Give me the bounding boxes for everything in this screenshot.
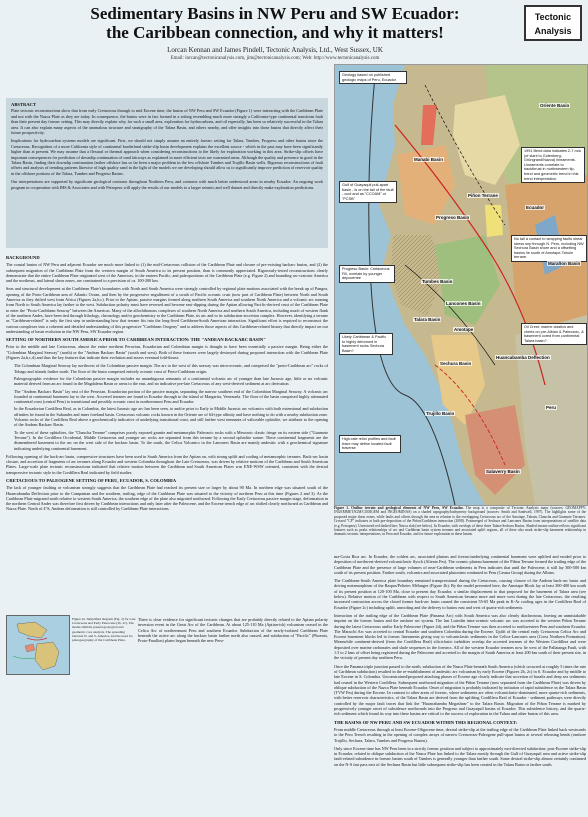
right-column (334, 554, 586, 814)
title-line-1: Sedimentary Basins in NW Peru and SW Ecuador: (90, 4, 460, 23)
figure-2-inset-map (6, 615, 70, 675)
map-label-oriente: Oriente Basin (540, 103, 570, 108)
inset-map-graphic (7, 616, 69, 674)
background-heading: BACKGROUND (6, 255, 40, 260)
map-callout-5: Oil Crest: marine clastics and cherts on pre-Albian & Paleozoic, & basement cored from continental Talara basin? (521, 323, 587, 345)
map-label-salaverry: Salaverry Basin (486, 469, 520, 474)
caption-body: The map is a composite of Tectonic Analysis maps (sources: GEOMAPPY: INGEMMET/IGM/CODIGEM and INGEOMINAS) on a shaded topography/bathymetry background (sources: Smith and Sandwell, 1997). The highlights some of the proposed major shear zones, while faults and offsets through the area in relation to the overlapping Cretaceous arc of the Amotape, Tahuin, Chaucha and Guamote Terranes. Crossed "CP" indicates at both pre-deposition of the Piñon/Caribbean interaction (2008). Postmerged of Sechura and Lancones Basins from interpretations of satellite data (e.g. Petroperu). Unrestored red dashed line; Nazca slab (see below). In Ecuador, with overlaps of these three Talara-Sechura Basins. Shaded terrane outline reflects significant features such as peaks relationships of arc and Caribbean basin system terranes and associated uplift regions, all of these also mark strike-slip basement relationship in dramatic tectonic interpretations, in Peru and Ecuador, and for future exploration in these basins. (334, 506, 586, 537)
setting-bullet: • Paleogeographic evidence for the Colombian passive margin includes no unambiguous remnants of a continental volcanic arc of younger than late Jurassic age, little or no volcanic material derived from an arc found in the Magdalena Basin or areas to the east, and no indicative pre-late Cretaceous of any west-derived sediment at arc derivation. (14, 376, 328, 387)
setting-paragraph-2: Following opening of the back-arc basin, compressive structures have been used in South America from the Aptian on, with strong uplift and cooling of metamorphic terranes. Back-arc basin closure, and accretion of fragments of arc terranes along Ecuador and western Colombia throughout the Late Cretaceous, was driven by relative motions of the Caribbean and South American Plates. Large-scale plate tectonic reconstructions indicated that relative motion between the Caribbean and South American Plates was ENE-WSW oriented, consistent with the dextral transpressive tectonic style in the Cordillera Real indicated by field studies. (6, 453, 328, 475)
tectonic-analysis-logo (524, 5, 582, 41)
setting-bullet: • In the Ecuadorian Cordillera Real, as in Colombia, the latest Jurassic age arc has been seen, to and/or prior to Early to Middle Jurassic arc volcanics with both extensional and subduction affinities be found in the Subandes and inner foreland basin. Cretaceous volcanic rocks known in the Oriente are of 64-type affinity and have nothing to do with a nearby subduction zone. Volcanic rocks of the Cordillera Real above a geochemically indicative of underlying transitional crust, and still farther west remnants of valiceable ophiolite, we attribute to the opening of the Andean Backarc Basin. (14, 406, 328, 427)
map-label-lancones: Lancones Basin (446, 301, 481, 306)
map-legend-label: Geology based on published geologic maps of Peru, Ecuador (339, 71, 407, 84)
poster-title (40, 4, 510, 42)
left-column-lower (138, 617, 328, 677)
abstract-paragraph-1: Plate tectonic reconstructions show that from early Cretaceous through to mid Eocene time, the basins of NW Peru and SW Ecuador (Figure 1) were interacting with the Caribbean Plate and not with the Nazca Plate as they are today. In consequence, the basins were in fact formed in a setting resembling much more strongly a California-type continental transform fault than their present day forearc setting. This may directly explain why, for such a small area, exploration for hydrocarbons, and oil especially, has been so relatively successful in the Talara area. It can also explain many aspects of the anomalous structure and stratigraphy of the Talara Basin, and others nearby, and offer insights into those basins that directly affect their future prospectivity. (11, 108, 323, 136)
basins-paragraph-1: From middle Cretaceous through at least Eocene-Oligocene time, dextral strike-slip at the trailing edge of the Caribbean Plate linked back westwards to the Peru Trench resulting in the opening of complex arrays of narrow Cretaceous-Paleogene pull-apart basins at several releasing bends (onshore Trujillo, Sechura, Talara, Tumbes and Progreso Basins). (334, 726, 586, 743)
logo-line-1: Tectonic (534, 12, 572, 22)
caption-lead: Figure 1. (334, 506, 349, 510)
map-callout-4: Progreso Basin: Cretaceous Fill, overlain by younger depocentre (339, 265, 395, 283)
map-label-talara: Talara Basin (414, 317, 441, 322)
cretaceous-paragraph-2: There is clear evidence for significant tectonic changes that are probably directly related to the Aptian polarity inversion event in the Great Arc of the Caribbean. At about 125-110 Ma (Aptian-ish) volcanism ceased in the Celica Arc of northernmost Peru and southern Ecuador. Subduction of the newly-isolated Caribbean Plate beneath the active arc along the backarc basin farther north also caused, and subduction of "Pacific" (Phoenix, Proto-Farallon) plates began beneath the new Peru- (138, 617, 328, 644)
right-paragraph-4: Once the Panama triple junction passed to the north, subduction of the Nazca Plate beneath South America (which occurred at roughly 5 times the rate of Caribbean subduction) resulted in the re-establishment of andesitic arc volcanism by early Eocene (Figures 2b, 2c) in S. Ecuador and by middle to late Eocene in S. Colombia. Unconstrained/proposed attaching phases of Eocene age clearly indicate that accretion of basalts and deep sea sediments had ceased in the Western Cordillera. Subsequent northward migration of the Piñon Terrane (now separated from the Caribbean Plate) was driven by oblique subduction of the Nazca Plate beneath Ecuador. Onset of migration is probably indicated by initiation of rapid subsidence in the Talara Basin (TVW Fm) during the Eocene. In contrast to other areas of forearc, where sediments are often volcaniclastic-dominated, more quartz-rich sediments, with better reservoir characteristics, of the Talara Basin are derived from the uplifting Cordillera Real of Ecuador - sediment pathways were directly controlled by the major fault traces that link the "Huancabamba Megashear" to the Talara Basin. Migration of the Piñon Terrane is marked by progressively younger onset of subsidence northwards into the Progreso and Guayaquil basins of Ecuador. This subsidence history, and the quartz-rich sediment which found its way into these basins are critical to the success of exploration in the Talara and other basins of this area. (334, 663, 586, 717)
map-label-ecuador: Ecuador (526, 205, 545, 210)
setting-paragraph-1: Prior to the middle and late Cretaceous, almost the entire northern Peruvian, Ecuadorian and Colombian margin is thought to have been essentially a passive margin. Being either the "Colombian Marginal Seaway" (north) or the "Andean Backarc Basin" (south and west). Both of these features were largely destroyed during proposed interaction with the Caribbean Plate (Figures 2a,b,c,d) and thus the key features that indicate their evolution and assess eventual fold-thrust: (6, 344, 328, 361)
left-column (6, 252, 328, 612)
basins-paragraph-2: Only since Eocene time has NW Peru been in a strictly forearc position and subject to approximately east-directed subduction; post-Eocene strike-slip in Ecuador, related to oblique subduction of the Nazca Plate has linked to the Talara mostly through the Gulf of Guayaquil area and active strike-slip fault-related subsidence in forearc basins south of Tumbes is generally younger than farther south. Some dextral strike-slip almost certainly continued on the N-S fast pass east of the Sechura Basin but little subsequent strike-slip has been created in the Talara Basin or farther south. (334, 745, 586, 767)
right-paragraph-1: ma-Costa Rica arc. In Ecuador, the coldest arc, associated plutons and forearc/underlying continental basement were uplifted and eroded prior to deposition of northwest-derived volcaniclastic flysch (Aliento Fm). The oceanic plateau basement of the Piñon Terrane formed the trailing edge of the Caribbean Plate and the presence of large volumes of near-Caribbean sediments in Peru indicates that until the Paleocene, it still lay 300-500 km south of its present position. Farther south, volcanics and associated plutonism continued in Peru (Casma Group) during the Albian. (334, 554, 586, 575)
abstract-heading: ABSTRACT (11, 102, 37, 107)
abstract-paragraph-3: Our interpretations are supported by significant geological contrasts throughout Northern Peru, and contrasts with much better understood areas in nearby Ecuador. An ongoing work program in cooperation with IHS & Associates and with Petroperu will apply the results of our models to a larger seismic and well dataset and directly make exploration predictions. (11, 179, 323, 190)
setting-bullet: • The Colombian Marginal Seaway lay northwest of the Colombian passive margin. The arc to the west of this seaway was intra-oceanic, and comprised the "proto-Caribbean arc" rocks of Tobago and islands farther north. The floor of the basin comprised entirely oceanic crust of Proto-Caribbean origin. (14, 363, 328, 374)
setting-heading: SETTING OF NORTHERN SOUTH AMERICA PRIOR TO CARIBBEAN INTERACTION: THE "ANDEAN BACKARC BASIN" (6, 337, 266, 343)
setting-bullets (6, 363, 328, 450)
logo-line-2: Analysis (534, 26, 572, 36)
map-label-manabi: Manabi Basin (414, 157, 444, 162)
map-label-peru: Peru (546, 405, 557, 410)
contacts-line: Email: lorcan@tectonicanalysis.com, jim@tectonicanalysis.com; Web: http://www.tectonicanalysis.com (170, 56, 380, 61)
map-label-maranon: Marañon Basin (548, 261, 581, 266)
basins-heading: THE BASINS OF NW PERU AND SW ECUADOR WITHIN THIS REGIONAL CONTEXT: (334, 719, 518, 725)
setting-bullet: • To the west of these ophiolites, the "Chaucha Terrane" comprises poorly exposed granite and metamorphic Paleozoic rocks with a Mesozoic clastic fringe on its eastern side ("Guamote Terrane"). In the Cordillera Occidental, Middle Cretaceous and younger arc rocks are separated from this terrane by a second ophiolite suture. These continental fragments are the dismembered basement to the arc on the west side of the backarc basin. To the south, the Celica Volcanics in the Lancones Basin are mainly andesitic with a geochemical signature indicating underlying continental basement. (14, 430, 328, 451)
map-callout-1: 1991 Bend data indicates 2-7 m/a (of slant to Gutenberg-Grüngrand/Nazca) lineaments. Lineaments correlate to backthrust in northwestern tip, trend and geometric trend in this trend interpretation. (521, 147, 585, 183)
figure-1-map (334, 64, 588, 506)
cretaceous-heading: CRETACEOUS TO PALEOGENE SETTING OF PERU, ECUADOR, S. COLOMBIA (6, 477, 177, 483)
authors-line: Lorcan Kennan and James Pindell, Tectonic Analysis, Ltd., West Sussex, UK (167, 46, 383, 54)
map-callout-6: Likely Caribbean & Pacific to highly deformed in basement rocks Sechura Basin? (339, 333, 393, 355)
map-callout-3: No tall a contact to wrapping faults shear stress sep through N. Peru, including NW Sechura Basin shore and a offsetting basins lie south of Amotape-Tahuin terrane. (511, 235, 587, 262)
caption-title: Outline terrain and geological elements of NW Peru, SW Ecuador. (351, 506, 464, 510)
map-label-amotape: Amotape (454, 327, 474, 332)
map-label-sechura: Sechura Basin (440, 361, 472, 366)
right-paragraph-3: Interaction of the trailing edge of the Caribbean Plate (Panama Arc) with South America was also clearly diachronous, leaving an unmistakable imprint on the forearc basins and the onshore arc system. The last Luteolin intra-oceanic volcanic arc was accreted to the western Piñon Terrane during the latest Cretaceous and/or Early Paleocene (Figure 2d), and the Piñon Terrane was then accreted to northwestern Peru and southern Ecuador. The Macuchi Arc was accreted to central Ecuador and southern Colombia during the Eocene. Uplift of the central early Cretaceous Celica Arc and Eocene basement blocks led to forearc lineaments giving way to volcaniclastic sediments in the Celica-Lancones area (Cross Northern Formation). Meanwhile continent-derived (from the Cordillera Real) siliciclastic turbidites overlap the accreted terranes of the Western Cordillera and were deposited over marine carbonates and shale sequences in the forearcs. All of the western Ecuador terranes now lie west of the Pallatanga Fault, with 1.5 to 2 kms of offset being registered during the Paleocene and accreted to the margin of South America at least 200 km south of their present site, in the vicinity of present day northern Peru. (334, 612, 586, 661)
cretaceous-paragraph-1: The lack of younger faulting or volcanism strongly suggests that the Caribbean Plate had reached its present size or larger by about 90 Ma. In northern edge was situated south of the Huancabamba Deflection prior to the Campanian and the southern, trailing, edge of the Caribbean Plate was situated to the vicinity of northern Peru at this time (Figures 2 and 3). As the Caribbean Plate migrated north relative to western South America, the southern edge of the plate also migrated northward. Following the Early Cretaceous passive margin stage, deformation in the northern Central Andes was therefore first driven by Caribbean interactions and only later after the Paleocene, and the Eocene trench edge of arc shifted clearly northward as Caribbean and Nazca Plate. North of 4°S, Andean deformation is still controlled by Caribbean Plate interactions. (6, 485, 328, 512)
map-callout-7: High-rate relict profiles and fault trace may define located fault traverse (339, 435, 401, 453)
map-label-tumbes: Tumbes Basin (422, 279, 453, 284)
right-paragraph-2: The Caribbean-South America plate boundary remained transpressional during the Cretaceous, causing closure of the Andean back-arc basin and driving metamorphism of the Raspas/Peltetec Mélanges (Figure 2b). By the model presented here, the Amotape Block lay at least 300-400 km south of its present position at 120-100 Ma, close to present day Ecuador, a similar displacement to that proposed for the basement of Talara area (see below). Relative motion of the Caribbean with respect to South American became more and more west during the late Cretaceous, the resulting increased contraction across the closed former back-arc basin caused the consistent 55-65 Ma peak in K-Ar cooling ages in the Cordillera Real of Ecuador (Figure 2c) including uplift, unroofing and the delivery to basins east and west of quartz-rich sediments. (334, 578, 586, 610)
figure-2-caption: Figure 2a. Simplified diagram (Fig. 2) for Late Cretaceous and Early Paleocene (2b, 2c). The model exhibits present geological and geometric core analysis. The spreading between N. and S. America, and the need for paleogeography of the Caribbean Plate. (72, 617, 136, 643)
map-label-trujillo: Trujillo Basin (426, 411, 455, 416)
setting-bullet: • The "Andean Backarc Basin" lay east of the Peruvian, Ecuadorian portion of the passive margin, separating the narrow southern end of the Colombian Marginal Seaway. A volcanic arc founded at continental basement lay to the west. Accreted terranes are found in Ecuador through to the island of Margarita, Venezuela. The floor of the basin comprised highly attenuated continental crust (central Peru) to transitional and possibly oceanic crust in northernmost Peru and Ecuador. (14, 389, 328, 405)
background-paragraph-2: Seas and structural development at the Caribbean Plate's boundaries with North and South America were strongly controlled by regional plate motions associated with the break up of Pangea, opening of the Proto-Caribbean arm of Atlantic Ocean, and then by the progressive engulfment of a swath of Pacific oceanic crust (now part of Caribbean Plate) between North and South America as they drifted west from Africa (Figures 2a,b,c). Prior to the Aptian, passive margins formed along northern South America and southern North America and a volcanic arc running from North to South America lay farther to the west. Subduction polarity must have reversed and become east-dipping during the Aptian allowing Pacific-derived crust of the Caribbean Plate to enter the "Proto-Caribbean Seaway" between the Americas. Many of the allochthonous complexes of southern North America and northern South America, including much of western flank of the northern Andes, have been tied through lithology, chronology and/or geochemistry to the Caribbean Plate, its arc and to its subduction-accretion complex. However, identifying a terrane as "Caribbean-related" is only the first step in understanding how that terrane fits into the long-lived Caribbean-South American interaction. Significant effort is required to reconstruct the various complexes into a coherent and detailed understanding of this progressive "Caribbean Orogeny" and to address those aspects of this Caribbean-related history that directly impact on our understanding of basin evolution in the NW Peru, SW Ecuador region. (6, 286, 328, 334)
map-callout-2: Gulf of Guayaquil pull-apart basin - is on the tail of the fault - cool and as "CCOAM" or "PCSB" (339, 181, 397, 203)
title-line-2: the Caribbean connection, and why it matters! (106, 23, 444, 42)
figure-1-caption (334, 506, 586, 537)
abstract-paragraph-2: Implications for hydrocarbon systems models are significant. First, we should not simply assume an entirely forearc setting for Talara, Tumbes, Progreso and other basins since the Cretaceous. Recognition of a more California style of continental borderland strike-slip basin development explains the excellent source - which in the past may have been significantly higher than at present. We may assume that a flexural or thermal approach when considering reconstructions to the likely for exploration working in this area. Strike-slip offsets have important consequences for prediction of downdip continuation of sand fairways as explained in more efficient tests are warranted areas. Although the quality and presence in good in the Talara Basin, finding their downdip continuation farther offshore has so far been a major problem in the few offshore Tumbes and Trujillo Basin wells. Rigorous reconstructions of fault offsets and analysis of trending patterns likewise of high quality sand in the light of the models we are developing should allow us to significantly improve prediction of reservoir quality in the offshore portions of the Talara, Tumbes and Progreso Basins. (11, 138, 323, 176)
background-paragraph-1: The coastal basins of NW Peru and adjacent Ecuador are much more linked to (1) the mid-Cretaceous collision of the Caribbean Plate and closure of pre-existing backarc basins, and (2) the subsequent migration of the Caribbean Plate from the western margin of South America to its present position, than is commonly appreciated. Rigorously-tested reconstructions clearly demonstrate that the entire Caribbean Plate originated west of the Americas, in the eastern Pacific, and paleopositions of the Caribbean Plate (e.g. Figure 2) and bounding arc-cratonic America and the northeast, and lateral shear zones, are constrained to a precision of ca. 100-200 km. (6, 262, 328, 284)
map-label-pinon: Piñon Terrane (468, 193, 498, 198)
map-label-progreso: Progreso Basin (436, 215, 470, 220)
map-label-huancabamba: Huancabamba Deflection (496, 355, 550, 360)
abstract-box (6, 98, 328, 248)
